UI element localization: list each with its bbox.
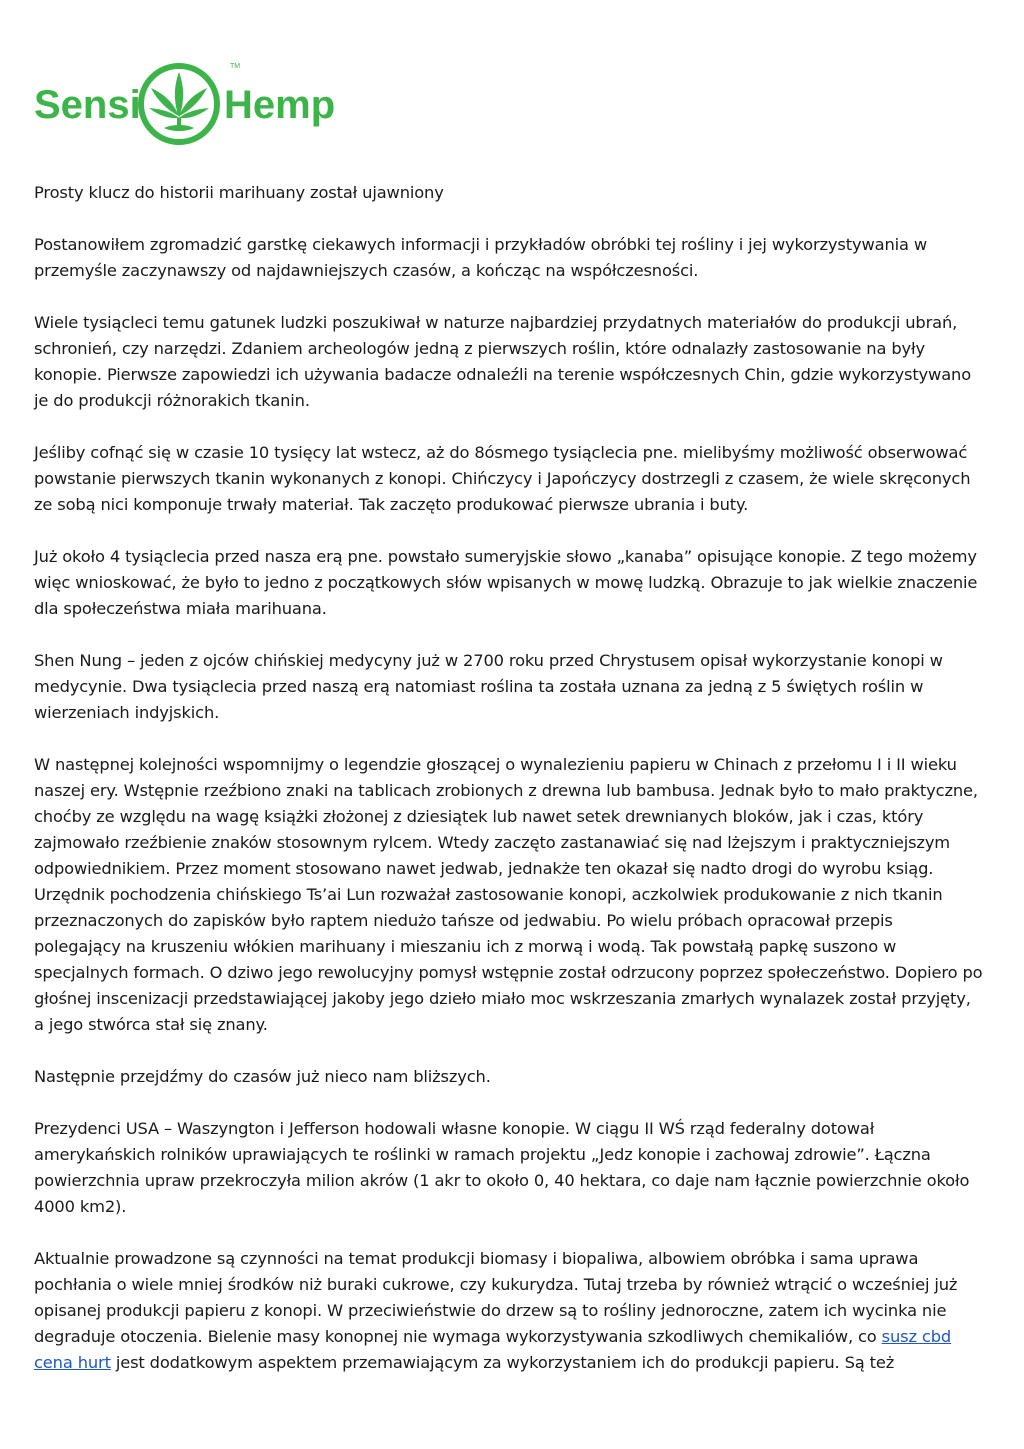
svg-text:TM: TM bbox=[230, 63, 241, 70]
paragraph-with-link bbox=[34, 1246, 984, 1376]
paragraph: Wiele tysiącleci temu gatunek ludzki poszukiwał w naturze najbardziej przydatnych materiałów do produkcji ubrań, schronień, czy narzędzi. Zdaniem archeologów jedną z pierwszych roślin, które odnalazły zastosowanie na były konopie. Pierwsze zapowiedzi ich używania badacze odnaleźli na terenie współczesnych Chin, gdzie wykorzystywano je do produkcji różnorakich tkanin. bbox=[34, 313, 972, 410]
paragraph: Postanowiłem zgromadzić garstkę ciekawych informacji i przykładów obróbki tej rośliny i jej wykorzystywania w przemyśle zaczynawszy od najdawniejszych czasów, a kończąc na współczesności. bbox=[34, 235, 928, 280]
paragraph: Shen Nung – jeden z ojców chińskiej medycyny już w 2700 roku przed Chrystusem opisał wykorzystanie konopi w medycynie. Dwa tysiąclecia przed naszą erą natomiast roślina ta została uznana za jedną z 5 świętych roślin w wierzeniach indyjskich. bbox=[34, 651, 943, 722]
svg-text:Sensi: Sensi bbox=[34, 83, 141, 127]
paragraph-text: Aktualnie prowadzone są czynności na temat produkcji biomasy i biopaliwa, albowiem obróbka i sama uprawa pochłania o wiele mniej środków niż buraki cukrowe, czy kukurydza. Tutaj trzeba by również wtrącić o wcześniej już opisanej produkcji papieru z konopi. W przeciwieństwie do drzew są to rośliny jednoroczne, zatem ich wycinka nie degraduje otoczenia. Bielenie masy konopnej nie wymaga wykorzystywania szkodliwych chemikaliów, co bbox=[34, 1249, 958, 1346]
article-title: Prosty klucz do historii marihuany został ujawniony bbox=[34, 183, 444, 202]
paragraph: Prezydenci USA – Waszyngton i Jefferson hodowali własne konopie. W ciągu II WŚ rząd federalny dotował amerykańskich rolników uprawiających te roślinki w ramach projektu „Jedz konopie i zachowaj zdrowie”. Łączna powierzchnia upraw przekroczyła milion akrów (1 akr to około 0, 40 hektara, co daje nam łącznie powierzchnie około 4000 km2). bbox=[34, 1119, 970, 1216]
susz-cbd-link[interactable]: susz cbd cena hurt bbox=[34, 1327, 952, 1372]
paragraph-text: jest dodatkowym aspektem przemawiającym za wykorzystaniem ich do produkcji papieru. Są też bbox=[110, 1353, 895, 1372]
paragraph: Jeśliby cofnąć się w czasie 10 tysięcy lat wstecz, aż do 8ósmego tysiąclecia pne. mielibyśmy możliwość obserwować powstanie pierwszych tkanin wykonanych z konopi. Chińczycy i Japończycy dostrzegli z czasem, że wiele skręconych ze sobą nici komponuje trwały materiał. Tak zaczęto produkować pierwsze ubrania i buty. bbox=[34, 443, 971, 514]
paragraph: Następnie przejdźmy do czasów już nieco nam bliższych. bbox=[34, 1067, 491, 1086]
sensi-hemp-logo bbox=[34, 56, 354, 152]
paragraph: W następnej kolejności wspomnijmy o legendzie głoszącej o wynalezieniu papieru w Chinach z przełomu I i II wieku naszej ery. Wstępnie rzeźbiono znaki na tablicach zrobionych z drewna lub bambusa. Jednak było to mało praktyczne, choćby ze względu na wagę książki złożonej z dziesiątek lub nawet setek drewnianych bloków, jak i czas, który zajmowało rzeźbienie znaków stosownym rylcem. Wtedy zaczęto zastanawiać się nad lżejszym i praktyczniejszym odpowiednikiem. Przez moment stosowano nawet jedwab, jednakże ten okazał się nadto drogi do wyrobu ksiąg. Urzędnik pochodzenia chińskiego Ts’ai Lun rozważał zastosowanie konopi, aczkolwiek produkowanie z nich tkanin przeznaczonych do zapisków było raptem niedużo tańsze od jedwabiu. Po wielu próbach opracował przepis polegający na kruszeniu włókien marihuany i mieszaniu ich z morwą i wodą. Tak powstałą papkę suszono w specjalnych formach. O dziwo jego rewolucyjny pomysł wstępnie został odrzucony poprzez społeczeństwo. Dopiero po głośnej inscenizacji przedstawiającej jakoby jego dzieło miało moc wskrzeszania zmarłych wynalazek został przyjęty, a jego stwórca stał się znany. bbox=[34, 755, 983, 1034]
hemp-leaf-icon bbox=[149, 72, 209, 131]
svg-text:Hemp: Hemp bbox=[224, 83, 336, 127]
article-body bbox=[34, 180, 984, 1402]
paragraph: Już około 4 tysiąclecia przed nasza erą pne. powstało sumeryjskie słowo „kanaba” opisujące konopie. Z tego możemy więc wnioskować, że było to jedno z początkowych słów wpisanych w mowę ludzką. Obrazuje to jak wielkie znaczenie dla społeczeństwa miała marihuana. bbox=[34, 547, 978, 618]
